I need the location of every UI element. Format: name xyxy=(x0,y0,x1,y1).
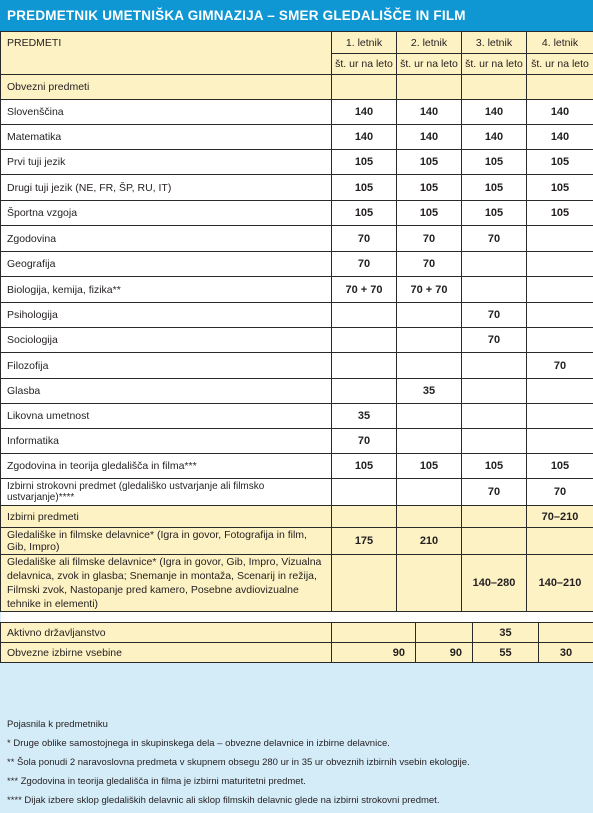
table-row xyxy=(1,100,593,125)
header-predmeti: PREDMETI xyxy=(1,32,332,75)
header-unit-1: št. ur na leto xyxy=(332,54,397,75)
value-cell xyxy=(332,303,397,328)
value-cell xyxy=(462,429,527,454)
value-cell: 140 xyxy=(527,125,593,150)
value-cell: 210 xyxy=(397,528,462,555)
value-cell: 70 xyxy=(397,252,462,277)
value-cell: 70 xyxy=(332,252,397,277)
value-cell: 105 xyxy=(527,201,593,226)
subject-name: Obvezne izbirne vsebine xyxy=(1,643,332,663)
subject-name: Informatika xyxy=(1,429,332,454)
value-cell: 140 xyxy=(462,125,527,150)
value-cell xyxy=(397,555,462,612)
value-cell xyxy=(332,328,397,353)
value-cell: 105 xyxy=(462,454,527,479)
value-cell: 70 xyxy=(462,479,527,506)
table-row xyxy=(1,252,593,277)
table-row xyxy=(1,454,593,479)
subject-name: Matematika xyxy=(1,125,332,150)
value-cell xyxy=(397,429,462,454)
value-cell: 105 xyxy=(527,175,593,201)
subject-name: Drugi tuji jezik (NE, FR, ŠP, RU, IT) xyxy=(1,175,332,201)
header-unit-2: št. ur na leto xyxy=(397,54,462,75)
value-cell: 70 + 70 xyxy=(397,277,462,303)
value-cell: 70 xyxy=(332,226,397,252)
subject-name: Glasba xyxy=(1,379,332,404)
footnote-1: * Druge oblike samostojnega in skupinskega dela – obvezne delavnice in izbirne delavnice. xyxy=(7,738,390,749)
value-cell: 140 xyxy=(397,125,462,150)
page-title: PREDMETNIK UMETNIŠKA GIMNAZIJA – SMER GLEDALIŠČE IN FILM xyxy=(0,0,593,31)
value-cell: 70 + 70 xyxy=(332,277,397,303)
value-cell xyxy=(397,479,462,506)
value-cell: 105 xyxy=(397,201,462,226)
subject-name: Likovna umetnost xyxy=(1,404,332,429)
value-cell: 105 xyxy=(462,201,527,226)
value-cell xyxy=(462,277,527,303)
footnote-4: **** Dijak izbere sklop gledaliških delavnic ali sklop filmskih delavnic glede na izbirni strokovni predmet. xyxy=(7,795,440,806)
subject-name: Zgodovina xyxy=(1,226,332,252)
value-cell: 105 xyxy=(462,175,527,201)
value-cell: 140 xyxy=(462,100,527,125)
value-cell: 70 xyxy=(527,353,593,379)
value-cell: 55 xyxy=(473,643,539,663)
value-cell xyxy=(527,404,593,429)
value-cell xyxy=(397,404,462,429)
value-cell xyxy=(462,404,527,429)
value-cell xyxy=(332,479,397,506)
table-row xyxy=(1,623,593,643)
value-cell: 70 xyxy=(527,479,593,506)
value-cell: 90 xyxy=(332,643,416,663)
value-cell: 35 xyxy=(332,404,397,429)
value-cell xyxy=(332,379,397,404)
value-cell: 140–280 xyxy=(462,555,527,612)
value-cell: 30 xyxy=(539,643,593,663)
subject-name: Filozofija xyxy=(1,353,332,379)
table-row xyxy=(1,201,593,226)
value-cell: 105 xyxy=(397,454,462,479)
value-cell: 35 xyxy=(397,379,462,404)
section-obvezni-row xyxy=(1,75,593,100)
value-cell: 105 xyxy=(332,454,397,479)
header-year-3: 3. letnik xyxy=(462,32,527,54)
value-cell xyxy=(462,353,527,379)
value-cell xyxy=(397,303,462,328)
value-cell: 140 xyxy=(527,100,593,125)
footnote-3: *** Zgodovina in teorija gledališča in filma je izbirni maturitetni predmet. xyxy=(7,776,306,787)
value-cell: 105 xyxy=(332,201,397,226)
table-row xyxy=(1,479,593,506)
curriculum-table xyxy=(0,31,593,634)
value-cell: 140 xyxy=(332,125,397,150)
value-cell: 35 xyxy=(473,623,539,643)
additional-table xyxy=(0,622,593,663)
subject-name: Prvi tuji jezik xyxy=(1,150,332,175)
value-cell xyxy=(527,226,593,252)
table-row xyxy=(1,226,593,252)
table-row xyxy=(1,277,593,303)
subject-name: Športna vzgoja xyxy=(1,201,332,226)
subject-name: Biologija, kemija, fizika** xyxy=(1,277,332,303)
subject-name: Izbirni strokovni predmet (gledališko ustvarjanje ali filmsko ustvarjanje)**** xyxy=(1,479,332,506)
value-cell xyxy=(527,277,593,303)
value-cell xyxy=(397,353,462,379)
value-cell: 70 xyxy=(462,328,527,353)
izbirni-value-4: 70–210 xyxy=(527,506,593,528)
value-cell xyxy=(527,528,593,555)
value-cell xyxy=(527,252,593,277)
header-year-1: 1. letnik xyxy=(332,32,397,54)
table-row xyxy=(1,150,593,175)
subject-name: Zgodovina in teorija gledališča in filma*** xyxy=(1,454,332,479)
table-row xyxy=(1,429,593,454)
subject-name: Sociologija xyxy=(1,328,332,353)
subject-name: Psihologija xyxy=(1,303,332,328)
table-row xyxy=(1,643,593,663)
subject-name: Aktivno državljanstvo xyxy=(1,623,332,643)
table-row xyxy=(1,379,593,404)
value-cell: 105 xyxy=(332,150,397,175)
subject-name: Geografija xyxy=(1,252,332,277)
value-cell xyxy=(332,353,397,379)
subject-name: Gledališke ali filmske delavnice* (Igra in govor, Gib, Impro, Vizualna delavnica, zvok in glasba; Snemanje in montaža, Scenarij in režija, Filmski zvok, Nastopanje pred kamero, Posebne avdiovizualne tehnike in elementi) xyxy=(1,555,332,612)
table-row xyxy=(1,175,593,201)
header-unit-3: št. ur na leto xyxy=(462,54,527,75)
value-cell: 140 xyxy=(397,100,462,125)
value-cell xyxy=(527,328,593,353)
value-cell: 140 xyxy=(332,100,397,125)
value-cell: 175 xyxy=(332,528,397,555)
value-cell: 105 xyxy=(527,454,593,479)
footnote-2: ** Šola ponudi 2 naravoslovna predmeta v skupnem obsegu 280 ur in 35 ur obveznih izbirnih vsebin ekologije. xyxy=(7,757,470,768)
header-unit-4: št. ur na leto xyxy=(527,54,593,75)
value-cell: 105 xyxy=(397,175,462,201)
value-cell: 140–210 xyxy=(527,555,593,612)
table-row xyxy=(1,125,593,150)
value-cell xyxy=(462,252,527,277)
table-row xyxy=(1,303,593,328)
value-cell: 70 xyxy=(397,226,462,252)
value-cell: 105 xyxy=(462,150,527,175)
value-cell xyxy=(527,303,593,328)
value-cell xyxy=(332,555,397,612)
value-cell: 105 xyxy=(527,150,593,175)
table-row xyxy=(1,528,593,555)
table-row xyxy=(1,404,593,429)
value-cell: 105 xyxy=(397,150,462,175)
value-cell: 70 xyxy=(462,226,527,252)
table-row xyxy=(1,555,593,612)
footnotes xyxy=(7,715,470,810)
header-year-2: 2. letnik xyxy=(397,32,462,54)
value-cell: 90 xyxy=(416,643,473,663)
section-obvezni-label: Obvezni predmeti xyxy=(1,75,332,100)
value-cell xyxy=(462,528,527,555)
value-cell: 105 xyxy=(332,175,397,201)
subject-name: Slovenščina xyxy=(1,100,332,125)
value-cell: 70 xyxy=(462,303,527,328)
table-row xyxy=(1,328,593,353)
notes-heading: Pojasnila k predmetniku xyxy=(7,719,108,730)
value-cell xyxy=(527,379,593,404)
table-row xyxy=(1,353,593,379)
header-year-4: 4. letnik xyxy=(527,32,593,54)
subject-name: Gledališke in filmske delavnice* (Igra in govor, Fotografija in film, Gib, Impro) xyxy=(1,528,332,555)
value-cell xyxy=(462,379,527,404)
section-izbirni-label: Izbirni predmeti xyxy=(1,506,332,528)
section-izbirni-row xyxy=(1,506,593,528)
value-cell xyxy=(527,429,593,454)
value-cell xyxy=(397,328,462,353)
value-cell: 70 xyxy=(332,429,397,454)
